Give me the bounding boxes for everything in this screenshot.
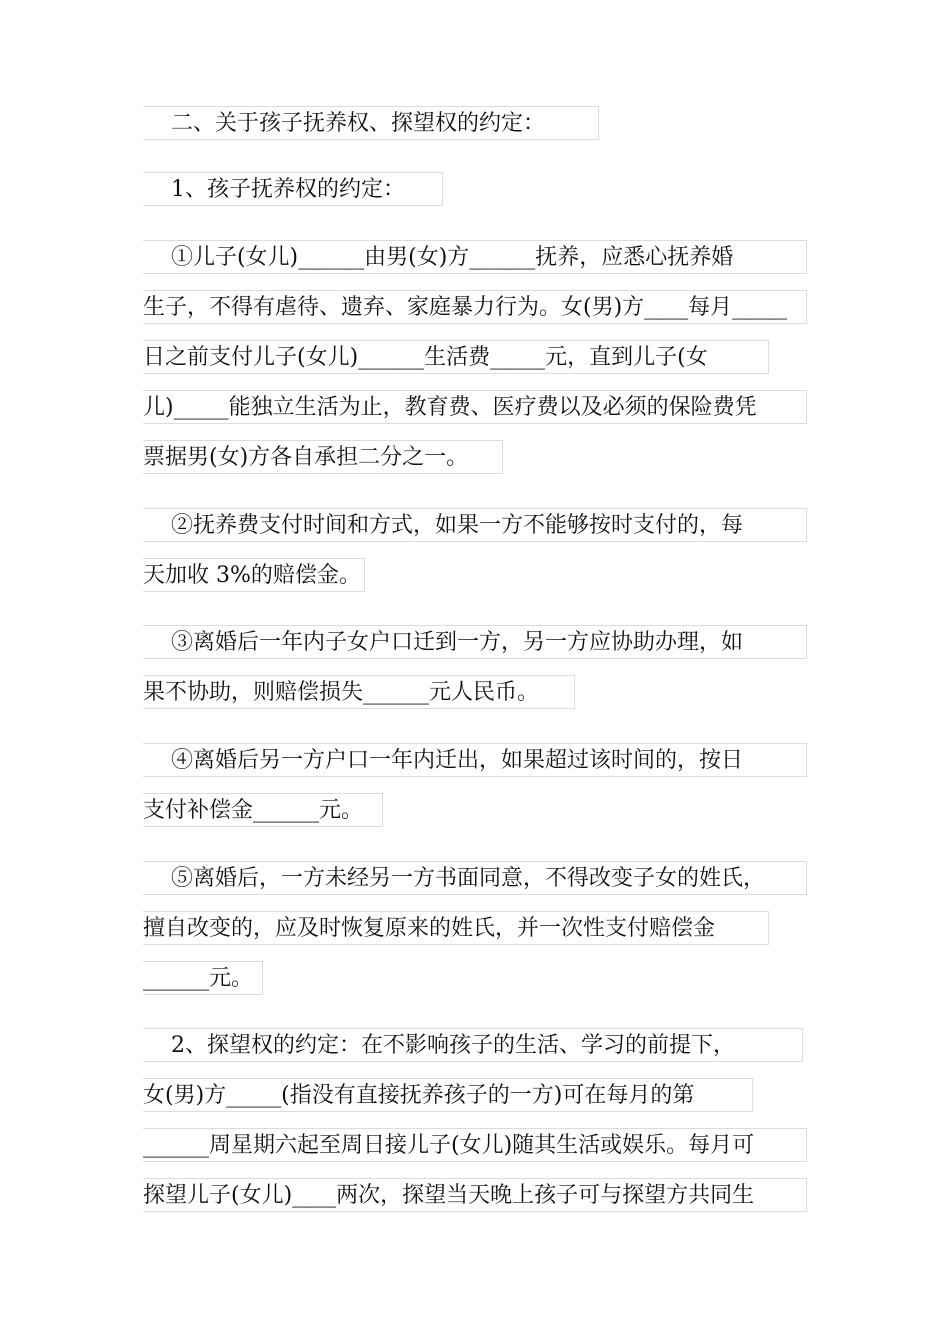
paragraph-line: 日之前支付儿子(女儿)______生活费_____元，直到儿子(女: [143, 340, 769, 374]
paragraph-line: 女(男)方_____(指没有直接抚养孩子的一方)可在每月的第: [143, 1078, 753, 1112]
paragraph-line: ①儿子(女儿)______由男(女)方______抚养，应悉心抚养婚: [143, 240, 807, 274]
paragraph-line: ②抚养费支付时间和方式，如果一方不能够按时支付的，每: [143, 508, 807, 542]
paragraph-line: ④离婚后另一方户口一年内迁出，如果超过该时间的，按日: [143, 743, 807, 777]
paragraph-line: ______周星期六起至周日接儿子(女儿)随其生活或娱乐。每月可: [143, 1128, 807, 1162]
paragraph-line: 支付补偿金______元。: [143, 793, 383, 827]
paragraph-line: ______元。: [143, 961, 263, 995]
paragraph-line: 探望儿子(女儿)____两次，探望当天晚上孩子可与探望方共同生: [143, 1178, 807, 1212]
subsection-heading: 1、孩子抚养权的约定：: [143, 172, 443, 206]
paragraph-line: 擅自改变的，应及时恢复原来的姓氏，并一次性支付赔偿金: [143, 911, 769, 945]
paragraph-line: 儿)_____能独立生活为止，教育费、医疗费以及必须的保险费凭: [143, 390, 807, 424]
paragraph-line: 果不协助，则赔偿损失______元人民币。: [143, 675, 575, 709]
paragraph-line: ③离婚后一年内子女户口迁到一方，另一方应协助办理，如: [143, 625, 807, 659]
paragraph-line: ⑤离婚后，一方未经另一方书面同意，不得改变子女的姓氏，: [143, 861, 807, 895]
paragraph-line: 票据男(女)方各自承担二分之一。: [143, 440, 503, 474]
paragraph-line: 2、探望权的约定：在不影响孩子的生活、学习的前提下，: [143, 1028, 803, 1062]
section-heading: 二、关于孩子抚养权、探望权的约定：: [143, 106, 599, 140]
paragraph-line: 生子，不得有虐待、遗弃、家庭暴力行为。女(男)方____每月_____: [143, 290, 807, 324]
paragraph-line: 天加收 3%的赔偿金。: [143, 558, 365, 592]
